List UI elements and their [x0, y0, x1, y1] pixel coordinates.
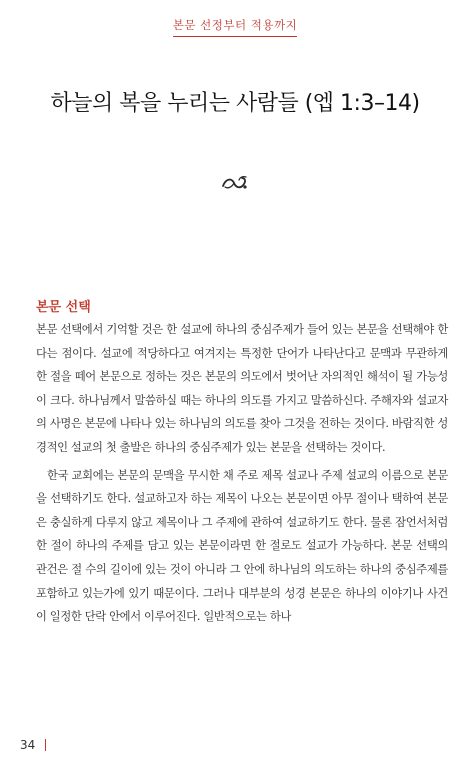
paragraph: 한국 교회에는 본문의 문맥을 무시한 채 주로 제목 설교나 주제 설교의 이름으로 본문을 선택하기도 한다. 설교하고자 하는 제목이 나오는 본문이면 아무 절이나 택하여 본문은 충실하게 다루지 않고 제목이나 그 주제에 관하여 설교하기도 한다. 물론 잠언서처럼 한 절이 하나의 주제를 담고 있는 본문이라면 한 절로도 설교가 가능하다. 본문 선택의 관건은 절 수의 길이에 있는 것이 아니라 그 안에 하나님의 의도하는 하나의 중심주제를 포함하고 있는가에 있기 때문이다. 그러나 대부분의 성경 본문은 하나의 이야기나 사건이 일정한 단락 안에서 이루어진다. 일반적으로는 하나 — [36, 468, 448, 624]
page-footer — [20, 738, 46, 752]
body-text — [36, 318, 448, 633]
page-number: 34 — [20, 738, 36, 752]
paragraph: 본문 선택에서 기억할 것은 한 설교에 하나의 중심주제가 들어 있는 본문을 선택해야 한다는 점이다. 설교에 적당하다고 여겨지는 특정한 단어가 나타난다고 문맥과 무관하게 한 절을 떼어 본문으로 정하는 것은 본문의 의도에서 벗어난 자의적인 해석이 될 가능성이 크다. 하나님께서 말씀하실 때는 하나의 의도를 가지고 말씀하신다. 주해자와 설교자의 사명은 본문에 나타나 있는 하나님의 의도를 찾아 그것을 전하는 것이다. 바람직한 성경적인 설교의 첫 출발은 하나의 중심주제가 있는 본문을 선택하는 것이다. — [36, 323, 448, 454]
section-heading: 본문 선택 — [36, 300, 91, 315]
footer-divider — [45, 739, 46, 751]
running-head — [0, 14, 470, 37]
fleuron-icon — [219, 172, 251, 194]
chapter-title: 하늘의 복을 누리는 사람들 (엡 1:3–14) — [50, 91, 420, 116]
running-head-text: 본문 선정부터 적용까지 — [173, 17, 297, 37]
